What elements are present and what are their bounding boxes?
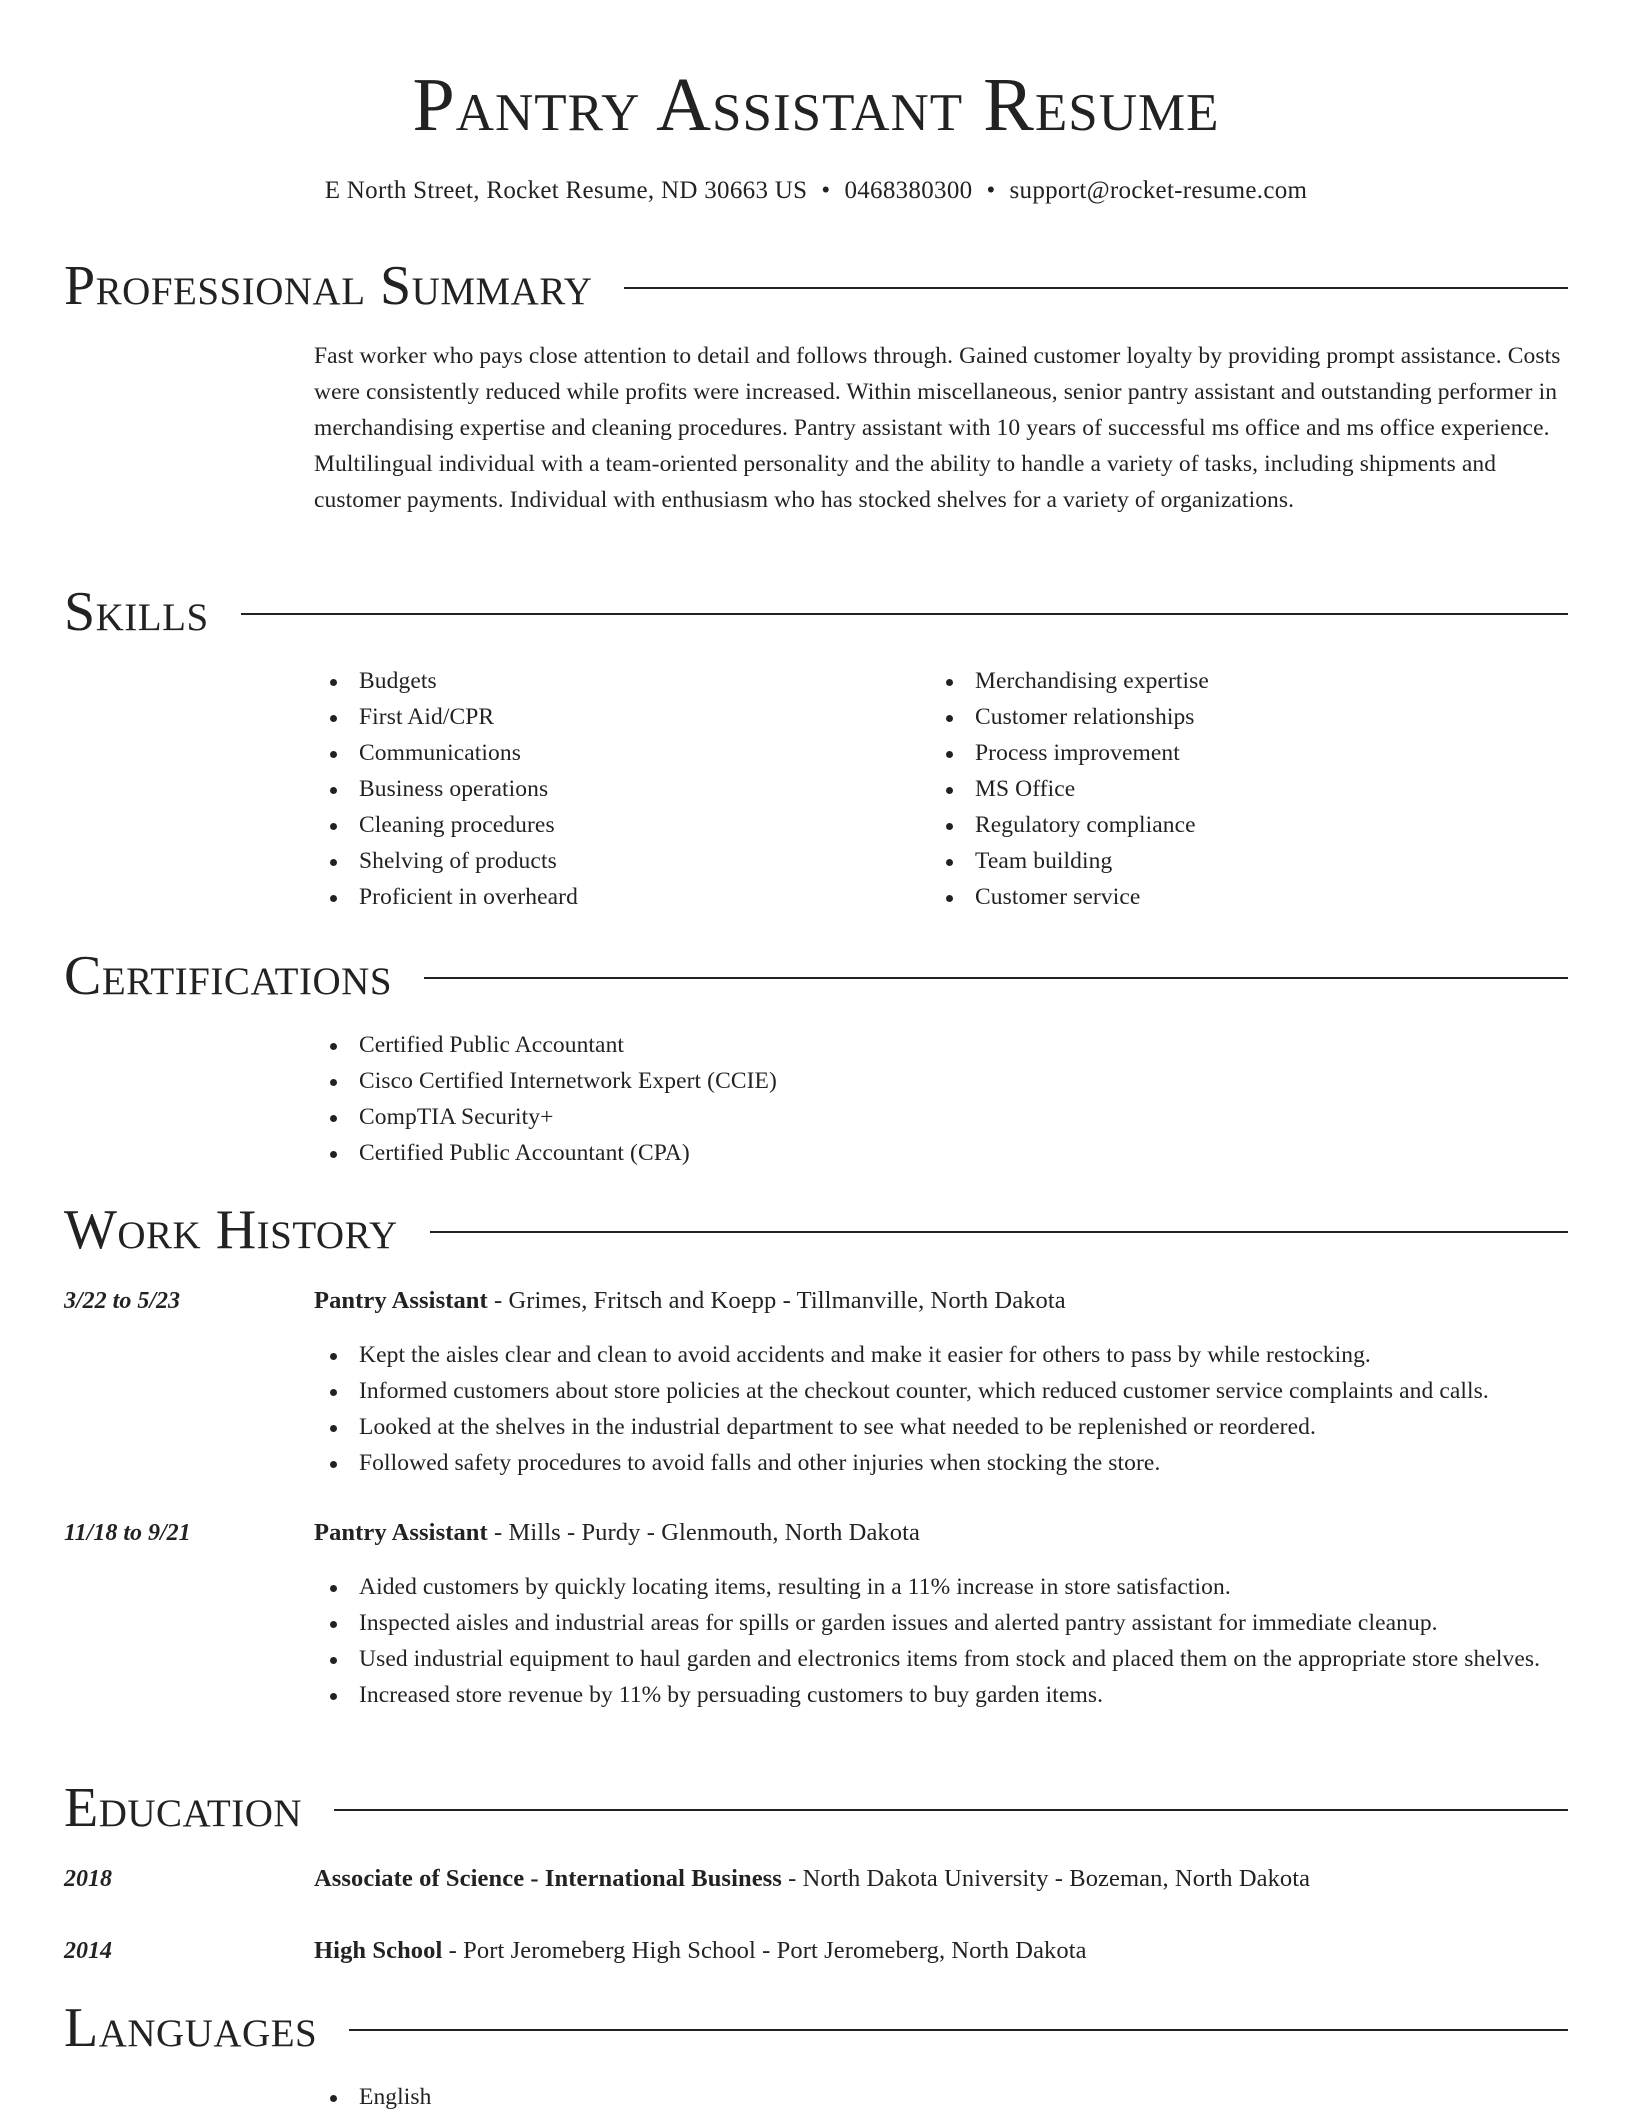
languages-list [314, 2079, 914, 2115]
education-degree: High School [314, 1937, 443, 1964]
section-header-skills [64, 580, 1568, 644]
skill-item: Cleaning procedures [314, 807, 874, 843]
job-bullet: Kept the aisles clear and clean to avoid accidents and make it easier for others to pass by while restocking. [314, 1337, 1576, 1373]
summary-text: Fast worker who pays close attention to detail and follows through. Gained customer loyalty by providing prompt assistance. Costs were consistently reduced while profits were increased. Within miscellaneous, senior pantry assistant and outstanding performer in merchandising expertise and cleaning procedures. Pantry assistant with 10 years of successful ms office and ms office experience. Multilingual individual with a team-oriented personality and the ability to handle a variety of tasks, including shipments and customer payments. Individual with enthusiasm who has stocked shelves for a variety of organizations. [314, 343, 1561, 513]
skill-item: Regulatory compliance [930, 807, 1490, 843]
job-dates: 11/18 to 9/21 [64, 1520, 191, 1546]
section-divider [349, 2029, 1568, 2031]
section-title-skills: Skills [64, 581, 209, 643]
contact-address: E North Street, Rocket Resume, ND 30663 US [324, 177, 808, 204]
education-degree: Associate of Science - International Business [314, 1865, 782, 1892]
skill-item: Customer relationships [930, 699, 1490, 735]
job-bullet: Aided customers by quickly locating items, resulting in a 11% increase in store satisfaction. [314, 1569, 1576, 1605]
job-details: - Grimes, Fritsch and Koepp - Tillmanville, North Dakota [487, 1287, 1066, 1314]
education-year: 2014 [64, 1938, 112, 1964]
skill-item: Customer service [930, 879, 1490, 915]
job-bullet: Inspected aisles and industrial areas for spills or garden issues and alerted pantry assistant for immediate cleanup. [314, 1605, 1576, 1641]
job-bullet: Looked at the shelves in the industrial department to see what needed to be replenished or reordered. [314, 1409, 1576, 1445]
skill-item: First Aid/CPR [314, 699, 874, 735]
job-bullet: Informed customers about store policies at the checkout counter, which reduced customer service complaints and calls. [314, 1373, 1576, 1409]
job-bullet: Followed safety procedures to avoid falls and other injuries when stocking the store. [314, 1445, 1576, 1481]
job-details: - Mills - Purdy - Glenmouth, North Dakota [487, 1519, 921, 1546]
contact-line [0, 174, 1632, 208]
skill-item: Business operations [314, 771, 874, 807]
skills-list-left [314, 663, 874, 915]
section-header-certifications [64, 944, 1568, 1008]
skill-item: MS Office [930, 771, 1490, 807]
job-heading [314, 1283, 1576, 1319]
certification-item: Certified Public Accountant (CPA) [314, 1135, 1576, 1171]
section-header-summary [64, 254, 1568, 318]
skill-item: Merchandising expertise [930, 663, 1490, 699]
skill-item: Proficient in overheard [314, 879, 874, 915]
section-divider [424, 977, 1568, 979]
contact-separator: • [986, 177, 996, 204]
section-divider [624, 287, 1568, 289]
section-divider [241, 613, 1568, 615]
job-bullet: Used industrial equipment to haul garden and electronics items from stock and placed them on the appropriate store shelves. [314, 1641, 1576, 1677]
contact-email[interactable]: support@rocket-resume.com [1009, 177, 1308, 204]
job-heading [314, 1515, 1576, 1551]
section-title-education: Education [64, 1777, 303, 1839]
section-title-work-history: Work History [64, 1199, 398, 1261]
section-divider [430, 1231, 1568, 1233]
certification-item: Certified Public Accountant [314, 1027, 1576, 1063]
certification-item: CompTIA Security+ [314, 1099, 1576, 1135]
education-entry [314, 1861, 1576, 1897]
certifications-list [314, 1027, 1576, 1171]
job-title: Pantry Assistant [314, 1287, 488, 1314]
skill-item: Process improvement [930, 735, 1490, 771]
education-year: 2018 [64, 1866, 112, 1892]
section-header-work-history [64, 1198, 1568, 1262]
education-details: - Port Jeromeberg High School - Port Jeromeberg, North Dakota [442, 1937, 1087, 1964]
certification-item: Cisco Certified Internetwork Expert (CCIE) [314, 1063, 1576, 1099]
job-bullet: Increased store revenue by 11% by persuading customers to buy garden items. [314, 1677, 1576, 1713]
skill-item: Budgets [314, 663, 874, 699]
section-header-education [64, 1776, 1568, 1840]
contact-separator: • [821, 177, 831, 204]
section-title-summary: Professional Summary [64, 255, 593, 317]
skill-item: Communications [314, 735, 874, 771]
section-title-languages: Languages [64, 1997, 318, 2059]
job-title: Pantry Assistant [314, 1519, 488, 1546]
education-entry [314, 1933, 1576, 1969]
skills-list-right [930, 663, 1490, 915]
section-header-languages [64, 1996, 1568, 2060]
resume-title: Pantry Assistant Resume [412, 63, 1220, 147]
language-item: English [314, 2079, 914, 2115]
section-divider [334, 1809, 1568, 1811]
contact-phone: 0468380300 [844, 177, 973, 204]
job-dates: 3/22 to 5/23 [64, 1288, 181, 1314]
job-bullets [314, 1569, 1576, 1713]
skill-item: Team building [930, 843, 1490, 879]
education-details: - North Dakota University - Bozeman, North Dakota [781, 1865, 1311, 1892]
section-title-certifications: Certifications [64, 945, 393, 1007]
job-bullets [314, 1337, 1576, 1481]
skill-item: Shelving of products [314, 843, 874, 879]
